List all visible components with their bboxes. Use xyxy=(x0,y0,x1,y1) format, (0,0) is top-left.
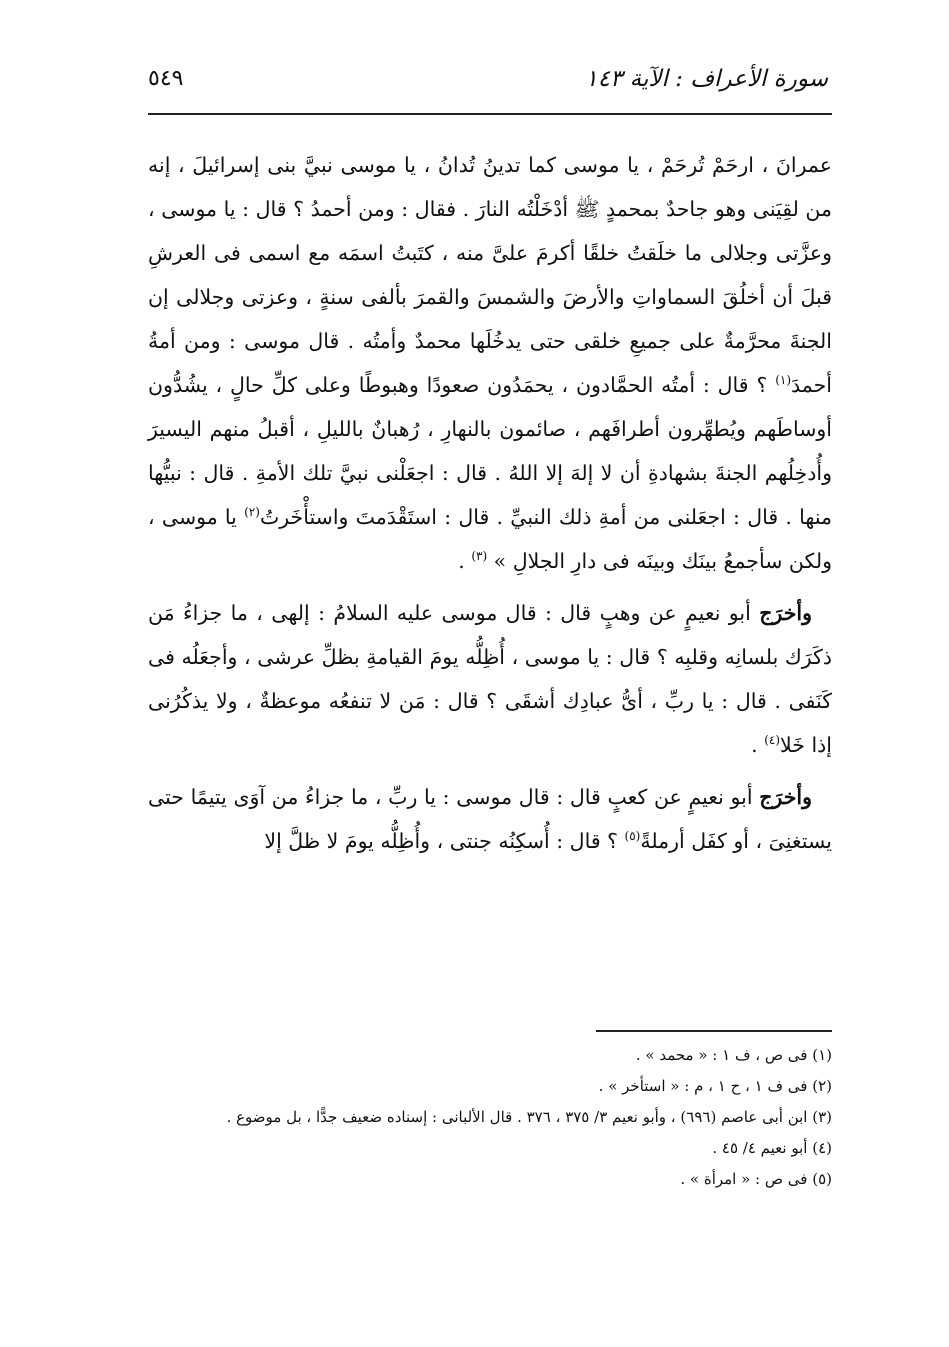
paragraph-1 xyxy=(148,143,832,583)
paragraph-1-text: عمرانَ ، ارحَمْ تُرحَمْ ، يا موسى كما تدينُ تُدانُ ، يا موسى نبيَّ بنى إسرائيلَ ، إنه من لقِيَنى وهو جاحدٌ بمحمدٍ ﷺ أدْخَلْتُه النارَ . فقال : ومن أحمدُ ؟ قال : يا موسى ، وعزَّتى وجلالى ما خلَقتُ خلقًا أكرمَ علىَّ منه ، كتَبتُ اسمَه مع اسمى فى العرشِ قبلَ أن أخلُقَ السماواتِ والأرضَ والشمسَ والقمرَ بألفى سنةٍ ، وعزتى وجلالى إن الجنةَ محرَّمةٌ على جميعِ خلقى حتى يدخُلَها محمدٌ وأمتُه . قال موسى : ومن أمةُ أحمدَ xyxy=(148,153,832,397)
footnote-ref-3: (٣) xyxy=(471,549,488,564)
footnote-ref-5: (٥) xyxy=(624,829,641,844)
footnote-ref-4: (٤) xyxy=(764,733,781,748)
paragraph-1-text-4: . xyxy=(458,549,472,573)
paragraph-3-tail: ؟ قال : أُسكِنُه جنتى ، وأُظِلُّه يومَ لا ظلَّ إلا xyxy=(264,829,625,853)
footnotes xyxy=(148,1040,832,1195)
paragraph-1-text-2: ؟ قال : أمتُه الحمَّادون ، يحمَدُون صعودًا وهبوطًا وعلى كلِّ حالٍ ، يشُدُّون أوساطَهم ويُطهِّرون أطرافَهم ، صائمون بالنهارِ ، رُهبانٌ بالليلِ ، أقبلُ منهم اليسيرَ وأُدخِلُهم الجنةَ بشهادةِ أن لا إلهَ إلا اللهُ . قال : اجعَلْنى نبيَّ تلك الأمةِ . قال : نبيُّها منها . قال : اجعَلنى من أمةِ ذلك النبيِّ . قال : استَقْدَمتَ واستأْخَرتُ xyxy=(148,373,832,529)
page-number: ٥٤٩ xyxy=(148,66,184,91)
paragraph-2-text: أبو نعيمٍ عن وهبٍ قال : قال موسى عليه السلامُ : إلهى ، ما جزاءُ مَن ذكَرَك بلسانِه وقلبِه ؟ قال : يا موسى ، أُظِلُّه يومَ القيامةِ بظلِّ عرشى ، وأجعَلُه فى كَنَفى . قال : يا ربِّ ، أىُّ عبادِك أشقَى ؟ قال : مَن لا تنفعُه موعظةٌ ، ولا يذكُرُنى إذا خَلا xyxy=(148,601,832,757)
page-header xyxy=(148,62,828,102)
paragraph-3-lead: وأخرَج xyxy=(759,785,812,809)
footnote-ref-2: (٢) xyxy=(244,505,260,520)
paragraph-3-text: أبو نعيمٍ عن كعبٍ قال : قال موسى : يا ربِّ ، ما جزاءُ من آوَى يتيمًا حتى يستغنِىَ ، أو كفَل أرملةً xyxy=(148,785,832,853)
footnote-1: (١) فى ص ، ف ١ : « محمد » . xyxy=(635,1046,832,1064)
paragraph-1-text-3: يا موسى ، ولكن سأجمعُ بينَك وبينَه فى دارِ الجلالِ » xyxy=(148,505,832,573)
main-text xyxy=(148,143,832,863)
footnote-4: (٤) أبو نعيم ٤/ ٤٥ . xyxy=(712,1139,832,1157)
footnote-5: (٥) فى ص : « امرأة » . xyxy=(680,1170,832,1188)
footnote-ref-1: (١) xyxy=(775,373,792,388)
paragraph-2 xyxy=(148,591,832,767)
header-rule xyxy=(148,113,832,115)
footnote-3: (٣) ابن أبى عاصم (٦٩٦) ، وأبو نعيم ٣/ ٣٧٥ ، ٣٧٦ . قال الألبانى : إسناده ضعيف جدًّا ، بل موضوع . xyxy=(226,1108,832,1126)
paragraph-3 xyxy=(148,775,832,863)
paragraph-2-tail: . xyxy=(751,733,765,757)
footnote-2: (٢) فى ف ١ ، ح ١ ، م : « استأخر » . xyxy=(598,1077,832,1095)
footnote-rule xyxy=(596,1030,832,1032)
paragraph-2-lead: وأخرَج xyxy=(759,601,812,625)
running-title: سورة الأعراف : الآية ١٤٣ xyxy=(585,66,828,92)
